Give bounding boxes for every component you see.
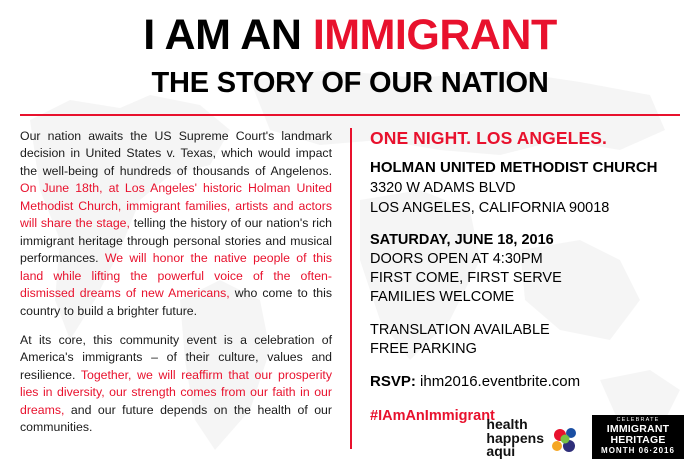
amenities-block [370,321,680,359]
imh-line2: HERITAGE [610,434,666,447]
headline-red: IMMIGRANT [312,11,557,59]
venue-address-line1: 3320 W ADAMS BLVD [370,179,516,196]
divider-vertical [350,128,352,449]
p1-seg5: who come to this country to build a brighter future. [20,286,332,318]
families-welcome: FAMILIES WELCOME [370,288,515,305]
p2-seg1: At its core, this community event is a celebration of America's immigrants – of their culture, values and resilience. [20,332,332,382]
logo-row [486,415,684,459]
p2-seg2-highlight: Together, we will reaffirm that our prosperity lies in diversity, our strength comes from our faith in our dreams, [20,367,332,417]
hha-line1: health [486,415,528,432]
page-title [20,11,680,59]
health-happens-aqui-logo [486,415,582,460]
hha-line3: aqui [486,443,516,460]
paragraph-one [20,128,332,320]
health-happens-aqui-text [486,415,544,460]
event-date: SATURDAY, JUNE 18, 2016 [370,232,554,249]
paragraph-two [20,332,332,437]
immigrant-heritage-month-logo [592,415,684,459]
rsvp-line [370,373,680,390]
rsvp-link[interactable]: ihm2016.eventbrite.com [420,372,581,390]
p1-seg4-highlight: We will honor the native people of this land while lifting the powerful voice of the often-dismissed dreams of new Americans, [20,251,332,301]
schedule-block [370,231,680,306]
p1-seg2-highlight: On June 18th, at Los Angeles' historic Holman United Methodist Church, immigrant families, artists and actors will share the stage, [20,181,332,231]
seating-policy: FIRST COME, FIRST SERVE [370,270,562,287]
doors-open: DOORS OPEN AT 4:30PM [370,251,543,268]
community-cluster-icon [548,423,582,457]
hha-line2: happens [486,429,544,446]
headline-black: I AM AN [143,11,302,59]
p1-seg1: Our nation awaits the US Supreme Court's landmark decision in United States v. Texas, which would impact the well-being of hundreds of thousands of Angelenos. [20,129,332,178]
description-column [20,128,350,449]
hashtag: #IAmAnImmigrant [370,407,495,424]
translation-available: TRANSLATION AVAILABLE [370,321,550,338]
body-columns [20,128,680,449]
venue-address-line2: LOS ANGELES, CALIFORNIA 90018 [370,199,610,216]
p1-seg3: telling the history of our nation's rich immigrant heritage through personal stories and musical performances. [20,216,332,266]
event-tagline: ONE NIGHT. LOS ANGELES. [370,128,607,148]
imh-celebrate: CELEBRATE [616,416,660,423]
event-details-column [370,128,680,449]
divider-horizontal [20,114,680,116]
imh-line3: MONTH 06·2016 [601,445,675,455]
rsvp-label: RSVP: [370,372,416,390]
venue-name: HOLMAN UNITED METHODIST CHURCH [370,159,658,176]
subtitle: THE STORY OF OUR NATION [151,67,549,99]
p2-seg3: and our future depends on the health of our communities. [20,402,332,435]
imh-line1: IMMIGRANT [606,423,670,436]
free-parking: FREE PARKING [370,340,477,357]
